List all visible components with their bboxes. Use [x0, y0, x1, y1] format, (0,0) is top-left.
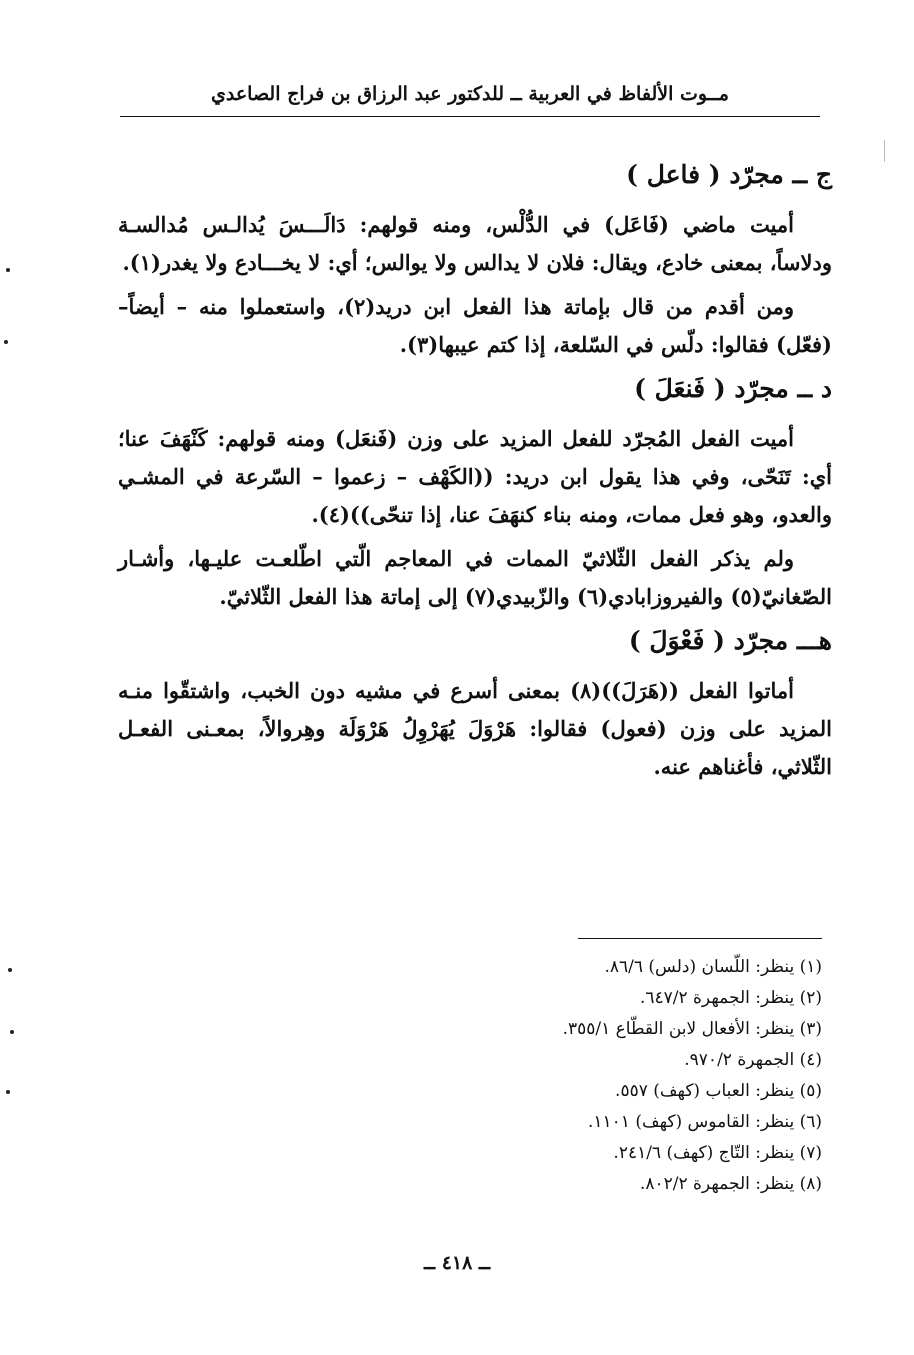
footnote: (٤) الجمهرة ٩٧٠/٢.	[684, 1050, 822, 1070]
scan-speck	[6, 1090, 10, 1094]
footnote-rule	[578, 938, 822, 939]
page-number: ــ ٤١٨ ــ	[423, 1252, 491, 1274]
paragraph: ومن أقدم من قال بإماتة هذا الفعل ابن دريد(٢)، واستعملوا منه – أيضاً– (فعّل) فقالوا: دلّس في السّلعة، إذا كتم عيبها(٣).	[118, 294, 832, 357]
footnote: (٥) ينظر: العباب (كهف) ٥٥٧.	[615, 1081, 822, 1101]
footnote: (١) ينظر: اللّسان (دلس) ٨٦/٦.	[604, 957, 822, 977]
running-header: مــوت الألفاظ في العربية ــ للدكتور عبد الرزاق بن فراج الصاعدي	[210, 83, 729, 105]
section-heading: هـــ مجرّد ( فَعْوَلَ )	[628, 626, 832, 655]
footnote: (٦) ينظر: القاموس (كهف) ١١٠١.	[588, 1112, 822, 1132]
section-heading: د ــ مجرّد ( فَنعَلَ )	[634, 374, 832, 403]
paragraph: أماتوا الفعل ((هَرَلَ))(٨) بمعنى أسرع في مشيه دون الخبب، واشتقّوا منـه المزيد على وزن (فعول) فقالوا: هَرْوَلَ يُهَرْوِلُ هَرْوَلَة وهِروالاً، بمعـنى الفعـل الثّلاثي، فأغناهم عنه.	[118, 678, 832, 779]
paragraph: أميت ماضي (فَاعَل) في الدُّلْس، ومنه قولهم: دَالَـــسَ يُدالـس مُدالسـة ودلاساً، بمعنى خادع، ويقال: فلان لا يدالس ولا يوالس؛ أي: لا يخـــادع ولا يغدر(١).	[118, 212, 832, 275]
footnote: (٧) ينظر: التّاج (كهف) ٢٤١/٦.	[613, 1143, 822, 1163]
footnote: (٢) ينظر: الجمهرة ٦٤٧/٢.	[639, 988, 822, 1008]
footnote: (٣) ينظر: الأفعال لابن القطّاع ٣٥٥/١.	[562, 1019, 822, 1039]
scan-speck	[4, 340, 8, 344]
footnote: (٨) ينظر: الجمهرة ٨٠٢/٢.	[639, 1174, 822, 1194]
scan-speck	[8, 968, 12, 972]
scan-edge-mark	[884, 140, 885, 162]
header-rule	[120, 116, 820, 117]
paragraph: ولم يذكر الفعل الثّلاثيّ الممات في المعاجم الّتي اطّلعـت عليـها، وأشـار الصّغانيّ(٥) والفيروزابادي(٦) والزّبيدي(٧) إلى إماتة هذا الفعل الثّلاثيّ.	[118, 546, 832, 609]
main-text	[118, 150, 832, 792]
scan-speck	[6, 268, 10, 272]
paragraph: أميت الفعل المُجرّد للفعل المزيد على وزن (فَنعَل) ومنه قولهم: كَنْهَفَ عنا؛ أي: تَنَحّى، وفي هذا يقول ابن دريد: ((الكَهْف – زعموا – السّرعة في المشـي والعدو، وهو فعل ممات، ومنه بناء كنهَفَ عنا، إذا تنحّى))(٤).	[118, 426, 832, 527]
scan-speck	[10, 1030, 14, 1034]
section-heading: ج ــ مجرّد ( فاعل )	[626, 160, 832, 189]
footnotes-list	[322, 952, 822, 1200]
